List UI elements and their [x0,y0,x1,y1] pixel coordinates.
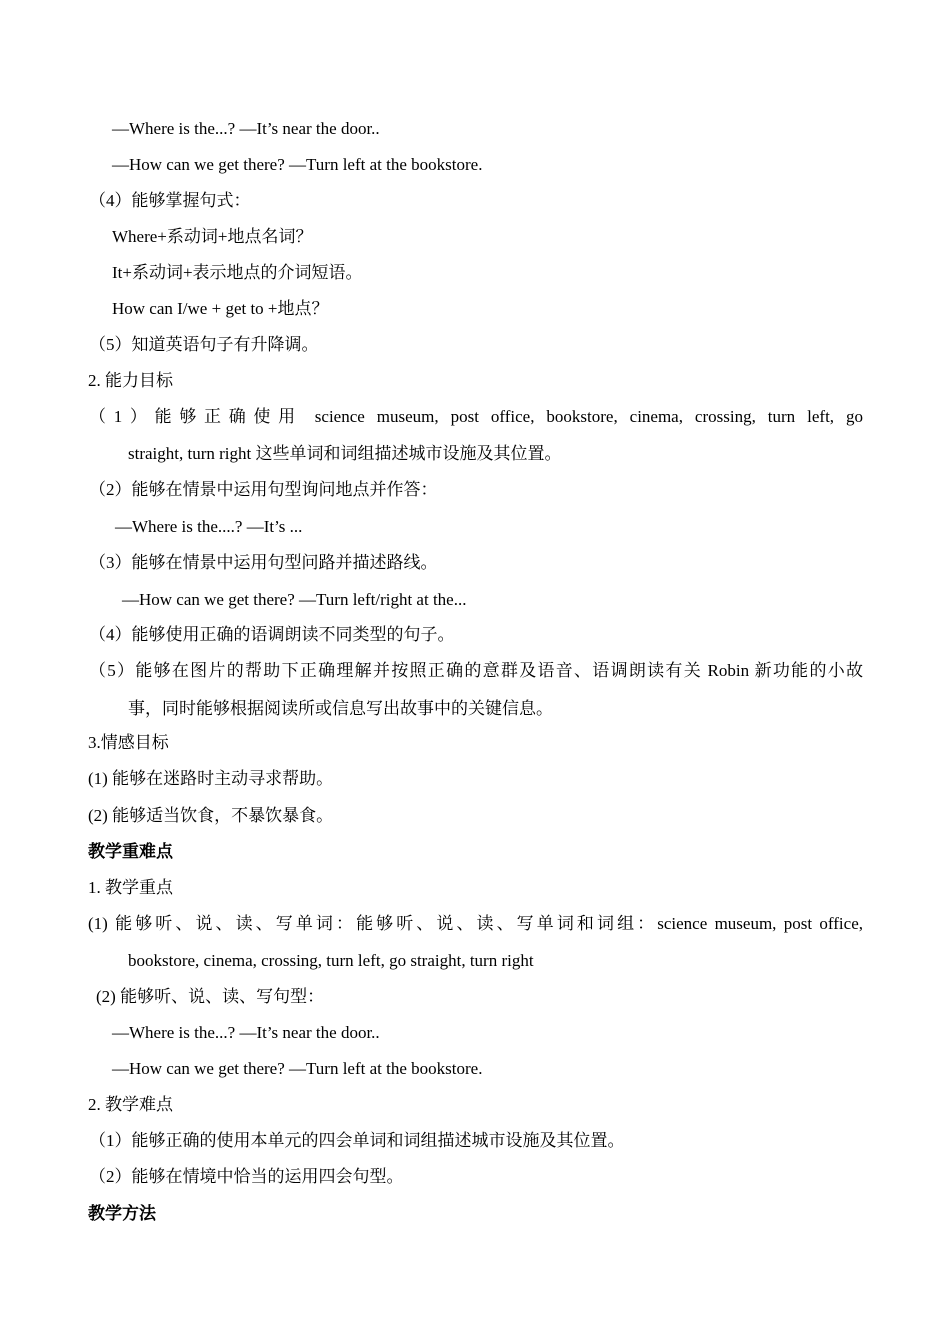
text-line: —How can we get there? —Turn left at the bookstore. [112,155,483,174]
text-line: （1）能够正确使用 science museum, post office, bookstore, cinema, crossing, turn left, go [89,407,863,426]
text-line: —Where is the...? —It’s near the door.. [112,1023,380,1042]
text-line: Where+系动词+地点名词？ [112,227,313,246]
section-heading: 3.情感目标 [88,733,169,752]
text-line: bookstore, cinema, crossing, turn left, go straight, turn right [128,951,534,970]
section-heading: 2. 教学难点 [88,1095,173,1114]
text-line: （2）能够在情景中运用句型询问地点并作答： [89,480,438,499]
text-line: —How can we get there? —Turn left/right at the... [122,590,467,609]
text-line: —Where is the....? —It’s ... [115,517,303,536]
text-line: (2) 能够适当饮食，不暴饮暴食。 [88,806,334,825]
text-line: （1）能够正确的使用本单元的四会单词和词组描述城市设施及其位置。 [89,1131,625,1150]
section-heading: 1. 教学重点 [88,878,173,897]
text-line: （2）能够在情境中恰当的运用四会句型。 [89,1167,404,1186]
text-line: （4）能够掌握句式： [89,191,251,210]
text-line: It+系动词+表示地点的介词短语。 [112,263,363,282]
text-line: How can I/we + get to +地点？ [112,299,329,318]
text-line: —Where is the...? —It’s near the door.. [112,119,380,138]
text-line: straight, turn right 这些单词和词组描述城市设施及其位置。 [128,444,562,463]
text-line: （5）知道英语句子有升降调。 [89,335,319,354]
section-title: 教学重难点 [88,842,173,861]
text-line: (2) 能够听、说、读、写句型： [96,987,325,1006]
text-line: —How can we get there? —Turn left at the bookstore. [112,1059,483,1078]
text-line: （4）能够使用正确的语调朗读不同类型的句子。 [89,625,455,644]
section-title: 教学方法 [88,1204,156,1223]
text-line: （5）能够在图片的帮助下正确理解并按照正确的意群及语音、语调朗读有关 Robin 新功能的小故 [89,661,863,680]
text-line: (1) 能够听、说、读、写单词：能够听、说、读、写单词和词组：science museum, post office, [88,914,863,933]
text-line: (1) 能够在迷路时主动寻求帮助。 [88,769,334,788]
text-line: 事，同时能够根据阅读所或信息写出故事中的关键信息。 [128,699,553,718]
section-heading: 2. 能力目标 [88,371,173,390]
text-line: （3）能够在情景中运用句型问路并描述路线。 [89,553,438,572]
